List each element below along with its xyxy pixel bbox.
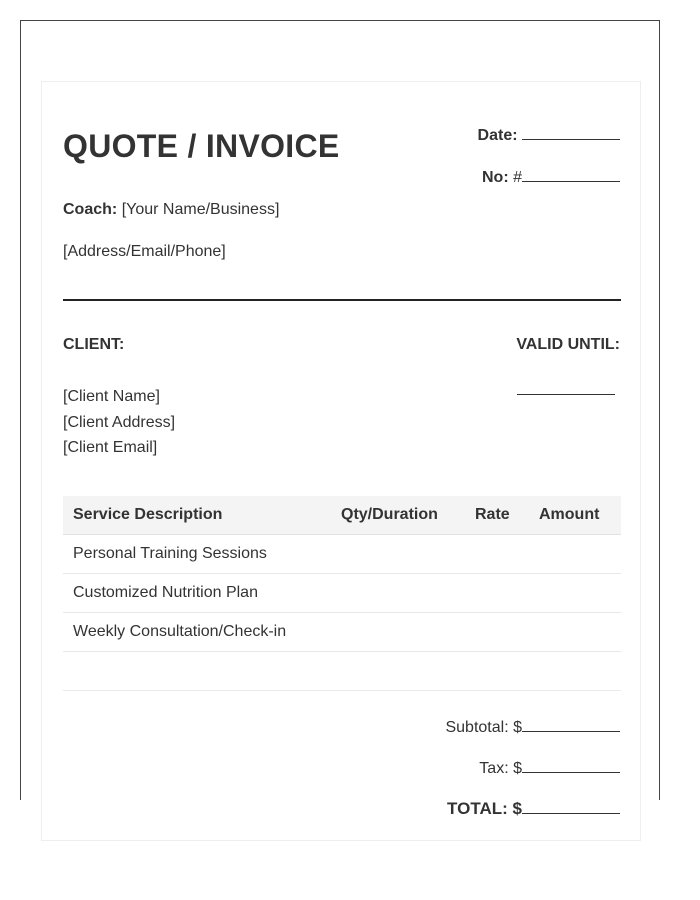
total-line[interactable]	[447, 798, 620, 819]
table-row	[63, 535, 621, 574]
service-qty[interactable]	[331, 574, 465, 613]
document-frame	[20, 20, 660, 818]
valid-until-label: VALID UNTIL:	[516, 336, 620, 353]
invoice-number-label: No:	[481, 169, 509, 186]
currency-symbol: $	[513, 760, 522, 777]
client-name: [Client Name]	[63, 388, 160, 405]
coach-contact: [Address/Email/Phone]	[63, 243, 226, 260]
client-address: [Client Address]	[63, 413, 176, 431]
services-table	[63, 496, 621, 652]
subtotal-label: Subtotal:	[445, 719, 509, 736]
tax-label: Tax:	[479, 760, 509, 777]
column-header-rate: Rate	[465, 496, 529, 535]
service-amount[interactable]	[529, 535, 621, 574]
table-row	[63, 613, 621, 652]
service-rate[interactable]	[465, 574, 529, 613]
totals-divider	[63, 690, 621, 691]
currency-symbol: $	[513, 719, 522, 736]
service-amount[interactable]	[529, 613, 621, 652]
coach-name: [Your Name/Business]	[121, 201, 280, 218]
subtotal-blank[interactable]	[522, 716, 620, 732]
currency-symbol: $	[512, 799, 522, 818]
date-blank[interactable]	[522, 124, 620, 140]
service-rate[interactable]	[465, 613, 529, 652]
invoice-number-prefix: #	[513, 169, 522, 186]
tax-blank[interactable]	[522, 757, 620, 773]
header-divider	[63, 299, 621, 301]
service-description: Weekly Consultation/Check-in	[63, 613, 331, 652]
invoice-paper	[41, 81, 641, 841]
coach-label: Coach:	[63, 201, 118, 218]
service-description: Personal Training Sessions	[63, 535, 331, 574]
subtotal-line[interactable]	[445, 716, 620, 737]
client-details	[63, 384, 175, 461]
service-qty[interactable]	[331, 613, 465, 652]
total-label: TOTAL:	[447, 799, 508, 818]
date-label: Date:	[477, 127, 518, 144]
coach-line	[63, 201, 279, 219]
valid-until-blank[interactable]	[517, 379, 615, 395]
invoice-number-blank[interactable]	[522, 166, 620, 182]
service-qty[interactable]	[331, 535, 465, 574]
table-header-row	[63, 496, 621, 535]
client-label: CLIENT:	[63, 336, 125, 353]
invoice-number-field[interactable]	[482, 166, 620, 187]
date-field[interactable]	[478, 124, 620, 145]
service-description: Customized Nutrition Plan	[63, 574, 331, 613]
column-header-amount: Amount	[529, 496, 621, 535]
service-amount[interactable]	[529, 574, 621, 613]
column-header-qty: Qty/Duration	[331, 496, 465, 535]
page-title: QUOTE / INVOICE	[63, 128, 340, 164]
column-header-description: Service Description	[63, 496, 331, 535]
client-email: [Client Email]	[63, 439, 158, 456]
service-rate[interactable]	[465, 535, 529, 574]
tax-line[interactable]	[479, 757, 620, 778]
table-row	[63, 574, 621, 613]
total-blank[interactable]	[522, 798, 620, 814]
